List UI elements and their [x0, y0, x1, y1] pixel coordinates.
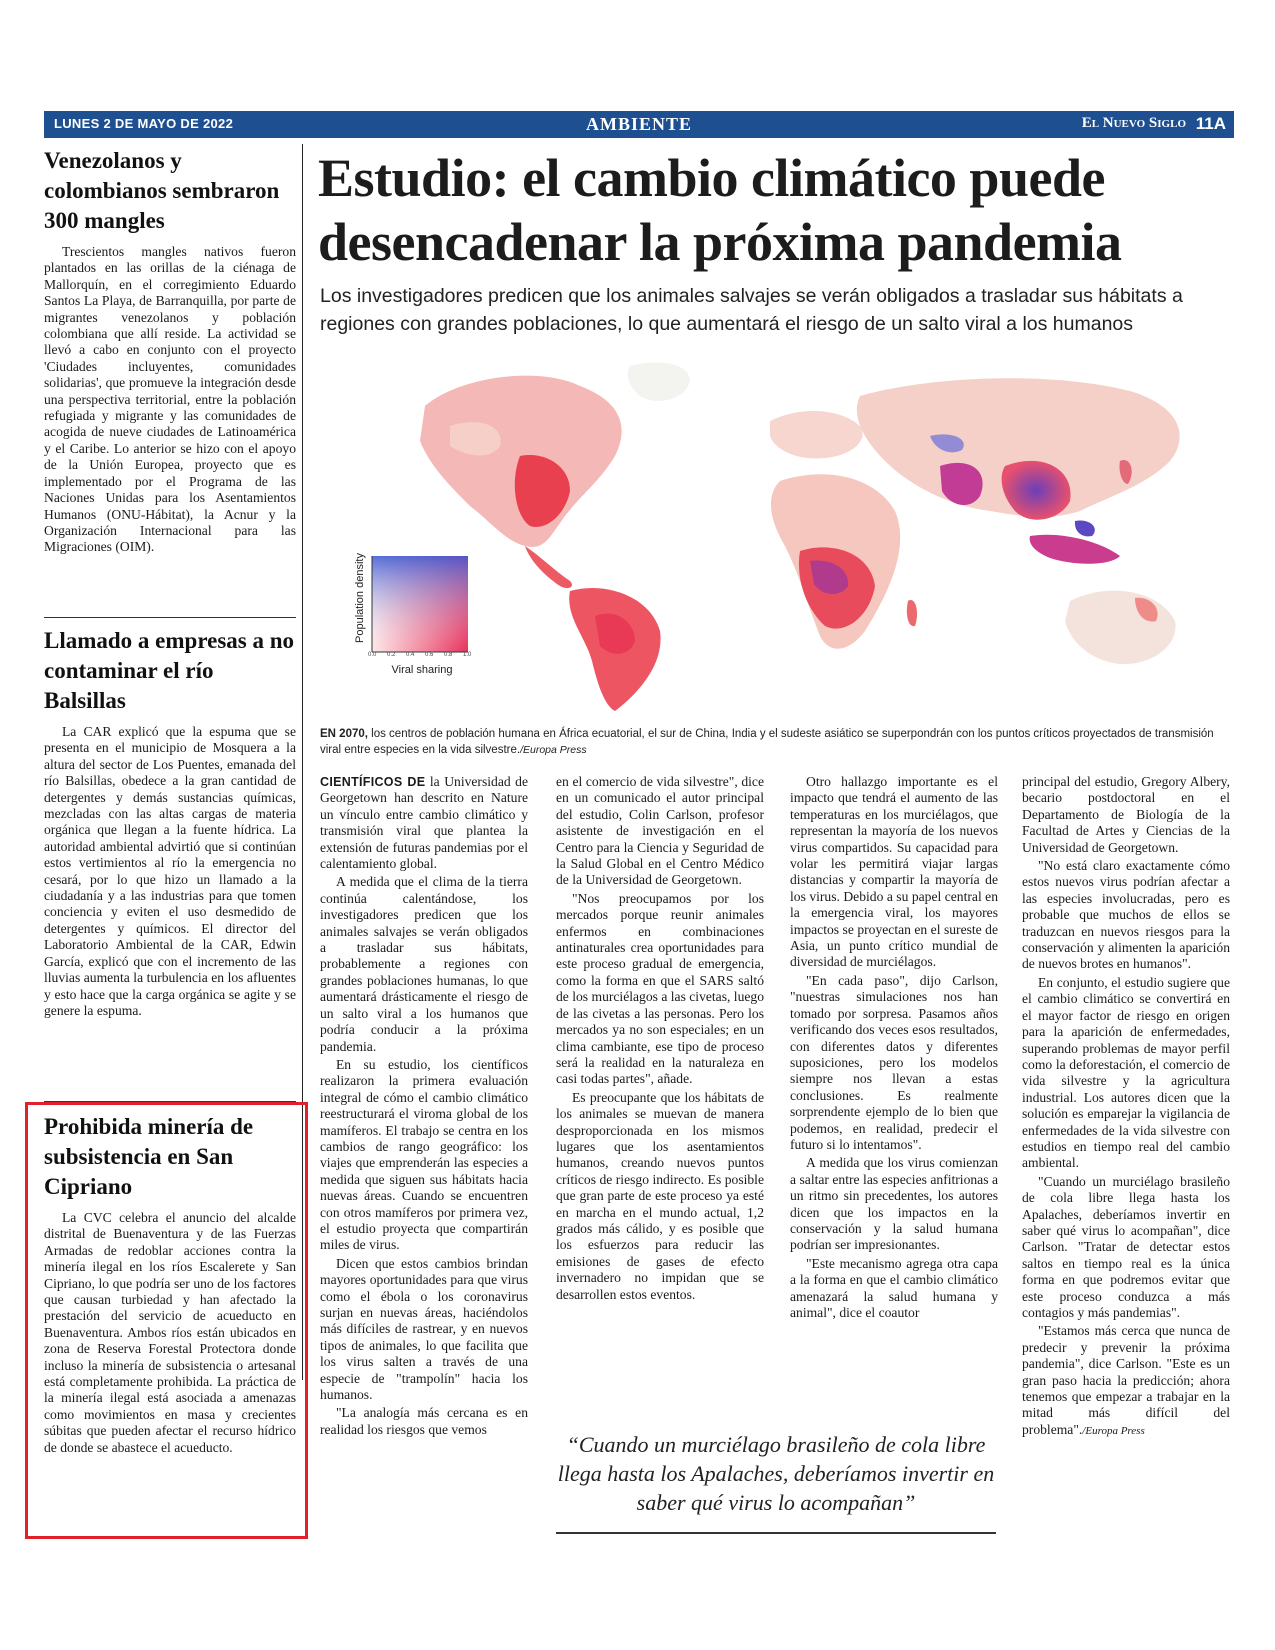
legend-tick: 0.0 — [368, 652, 377, 658]
sidebar-story-balsillas — [44, 626, 296, 1019]
story-body: La CAR explicó que la espuma que se presenta en el municipio de Mosquera a la altura del sector de Los Puentes, emanada del río Balsillas, obedece a la gran cantidad de detergentes y demás sustancias químicas, mezcladas con las altas cargas de materia orgánica que llegan a la fuente hídrica. La autoridad ambiental advirtió que si continúan estos vertimientos al río la emergencia no cesará, por lo que hizo un llamado a la ciudadanía y a las industrias para que tomen conciencia y eviten el uso desmedido de detergentes y químicos. El director del Laboratorio Ambiental de la CAR, Edwin García, explicó que con el incremento de las lluvias aumenta la turbulencia en los afluentes y esto hace que la carga orgánica se agite y se genere la espuma. — [44, 724, 296, 1018]
article-paragraph: "Este mecanismo agrega otra capa a la forma en que el cambio climático amenazará la salud humana y animal", dice el coautor — [790, 1255, 998, 1320]
article-paragraph: A medida que el clima de la tierra continúa calentándose, los investigadores predicen que los animales salvajes se verán obligados a trasladar sus hábitats, probablemente a regiones con grandes poblaciones humanas, lo que aumentará drásticamente el riesgo de un salto viral a los humanos que podría conducir a la próxima pandemia. — [320, 874, 528, 1054]
section-header-bar — [44, 111, 1234, 138]
map-caption — [320, 726, 1220, 758]
article-paragraph: "La analogía más cercana es en realidad los riesgos que vemos — [320, 1405, 528, 1437]
story-title: Llamado a empresas a no contaminar el río Balsillas — [44, 628, 295, 713]
story-body: Trescientos mangles nativos fueron plantados en las orillas de la ciénaga de Mallorquín, en el corregimiento Eduardo Santos La Playa, de Barranquilla, por parte de migrantes venezolanos y población colombiana que allí reside. La actividad se llevó a cabo en conjunto con el proyecto 'Ciudades incluyentes, comunidades solidarias', que promueve la integración desde una perspectiva territorial, entre la población refugiada y migrante y las comunidades de acogida de nueve ciudades de Latinoamérica y el Caribe. Lo anterior se hizo con el apoyo de la Unión Europea, proyecto que es implementado por el Programa de las Naciones Unidas para los Asentamientos Humanos (ONU-Hábitat), la Acnur y la Organización Internacional para las Migraciones (OIM). — [44, 244, 296, 555]
main-headline: Estudio: el cambio climático puede desencadenar la próxima pandemia — [318, 148, 1122, 272]
article-lead: CIENTÍFICOS DE — [320, 775, 426, 789]
legend-tick: 0.8 — [444, 652, 453, 658]
section-name: AMBIENTE — [585, 114, 692, 134]
legend-tick: 0.6 — [425, 652, 434, 658]
article-paragraph: en el comercio de vida silvestre", dice en un comunicado el autor principal del estudio, Colin Carlson, profesor asistente de investigación en el Centro para la Ciencia y Seguridad de la Salud Global en el Centro Médico de la Universidad de Georgetown. — [556, 774, 764, 888]
article-column-1 — [320, 774, 528, 1440]
article-paragraph: A medida que los virus comienzan a saltar entre las especies anfitrionas a un ritmo sin precedentes, los autores dicen que los impactos en la conservación y la salud humana podrían ser impresionantes. — [790, 1155, 998, 1253]
article-paragraph: Dicen que estos cambios brindan mayores oportunidades para que virus como el ébola o los coronavirus surjan en nuevas áreas, haciéndolos más difíciles de rastrear, y en nuevos tipos de animales, lo que facilita que los virus salten a través de una especie de "trampolín" hacia los humanos. — [320, 1255, 528, 1403]
sidebar-separator — [44, 617, 296, 618]
issue-date: LUNES 2 DE MAYO DE 2022 — [54, 116, 234, 131]
paragraph-text: "Estamos más cerca que nunca de predecir y prevenir la próxima pandemia", dice Carlson. "Este es un gran paso hacia la predicción; ahora tenemos que empezar a trabajar en la mitad más difícil del problema". — [1022, 1323, 1230, 1437]
article-paragraph: En su estudio, los científicos realizaron la primera evaluación integral de cómo el cambio climático reestructurará el viroma global de los mamíferos. El trabajo se centra en los cambios de rango geográfico: los viajes que emprenderán las especies a medida que siguen sus hábitats hacia nuevas áreas. Cuando se encuentren con otros mamíferos por primera vez, el estudio proyecta que compartirán miles de virus. — [320, 1056, 528, 1253]
story-title: Prohibida minería de subsistencia en San Cipriano — [44, 1114, 254, 1199]
map-legend — [372, 556, 468, 652]
legend-y-label: Population density — [354, 553, 366, 643]
story-title: Venezolanos y colombianos sembraron 300 mangles — [44, 148, 280, 233]
article-paragraph — [320, 774, 528, 872]
world-map-image — [330, 346, 1230, 714]
caption-text: los centros de población humana en África ecuatorial, el sur de China, India y el sudeste asiático se superpondrán con los puntos críticos proyectados de transmisión viral entre especies en la vida silvestre. — [320, 728, 1214, 756]
newspaper-brand: El Nuevo Siglo — [1081, 115, 1186, 131]
article-paragraph: "Nos preocupamos por los mercados porque reunir animales enfermos en combinaciones antinaturales crea oportunidades para este proceso gradual de emergencia, como la forma en que el SARS saltó de los murciélagos a las civetas, luego de las civetas a las personas. Pero los mercados ya no son especiales; en un clima cambiante, ese tipo de proceso será la realidad en la naturaleza en casi todas partes", añade. — [556, 890, 764, 1087]
legend-x-label: Viral sharing — [391, 664, 453, 676]
article-paragraph: Es preocupante que los hábitats de los animales se muevan de manera desproporcionada en los mismos lugares que los asentamientos humanos, creando nuevos puntos críticos de riesgo indirecto. Es posible que gran parte de este proceso ya esté en marcha en el mundo actual, 1,2 grados más cálido, y es posible que los esfuerzos para reducir las emisiones de gases de efecto invernadero no impidan que se desarrollen estos eventos. — [556, 1089, 764, 1302]
article-paragraph: "Cuando un murciélago brasileño de cola libre llega hasta los Apalaches, deberíamos invertir en saber qué virus lo acompañan", dice Carlson. "Tratar de detectar estos saltos en tiempo real es la única forma en que podremos evitar que este proceso conduzca a más contagios y más pandemias". — [1022, 1173, 1230, 1320]
article-subhead: Los investigadores predicen que los animales salvajes se verán obligados a trasladar sus hábitats a regiones con grandes poblaciones, lo que aumentará el riesgo de un salto viral a los humanos — [320, 285, 1183, 335]
article-column-2 — [556, 774, 764, 1305]
caption-credit: /Europa Press — [520, 744, 587, 756]
world-map-figure — [330, 346, 1230, 714]
article-paragraph: "En cada paso", dijo Carlson, "nuestras simulaciones nos han tomado por sorpresa. Pasamos años verificando dos veces esos resultados, con diferentes datos y diferentes suposiciones, pero los modelos siempre nos llevan a estas conclusiones. Es realmente sorprendente ejemplo de lo bien que podemos, en realidad, predecir el futuro si lo intentamos". — [790, 972, 998, 1152]
article-paragraph: Otro hallazgo importante es el impacto que tendrá el aumento de las temperaturas en los murciélagos, que representan la mayoría de los nuevos virus compartidos. Su capacidad para volar les permitirá viajar largas distancias y compartir la mayoría de los virus. Debido a su papel central en la emergencia viral, los mayores impactos se proyectan en el sureste de Asia, un punto crítico mundial de diversidad de murciélagos. — [790, 774, 998, 970]
legend-tick: 0.4 — [406, 652, 415, 658]
sidebar-story-san-cipriano — [44, 1112, 296, 1456]
paragraph-text: la Universidad de Georgetown han descrito en Nature un vínculo entre cambio climático y transmisión viral que plantea la extensión de futuras pandemias por el calentamiento global. — [320, 774, 528, 872]
article-paragraph — [1022, 1323, 1230, 1439]
article-credit: /Europa Press — [1082, 1424, 1145, 1437]
legend-tick: 1.0 — [463, 652, 472, 658]
article-paragraph: principal del estudio, Gregory Albery, becario postdoctoral en el Departamento de Biología de la Facultad de Artes y Ciencias de la Universidad de Georgetown. — [1022, 774, 1230, 855]
article-column-3 — [790, 774, 998, 1323]
article-paragraph: "No está claro exactamente cómo estos nuevos virus podrían afectar a las especies involucradas, pero es probable que muchos de ellos se traduzcan en nuevos riesgos para la conservación y alimenten la aparición de nuevos brotes en humanos". — [1022, 858, 1230, 972]
sidebar-story-mangroves — [44, 146, 296, 556]
page-number: 11A — [1195, 114, 1226, 133]
article-column-4 — [1022, 774, 1230, 1441]
story-body: La CVC celebra el anuncio del alcalde distrital de Buenaventura y de las Fuerzas Armadas de redoblar acciones contra la minería ilegal en los ríos Escalerete y San Cipriano, lo que podría ser uno de los factores que causan turbiedad y han afectado la prestación del servicio de acueducto en Buenaventura. Ambos ríos están ubicados en zona de Reserva Forestal Protectora donde incluso la minería de subsistencia o artesanal está completamente prohibida. La práctica de la minería ilegal está asociada a amenazas como movimientos en masa y crecientes súbitas que pueden afectar el recurso hídrico de donde se abastece el acueducto. — [44, 1210, 296, 1455]
article-paragraph: En conjunto, el estudio sugiere que el cambio climático se convertirá en el mayor factor de riesgo en origen para la aparición de enfermedades, superando problemas de mayor perfil como la deforestación, el comercio de vida silvestre y la agricultura industrial. Los autores dicen que la solución es emparejar la vigilancia de enfermedades de la vida silvestre con estudios en tiempo real del cambio ambiental. — [1022, 974, 1230, 1171]
caption-lead: EN 2070, — [320, 728, 368, 740]
pull-quote-rule — [556, 1532, 996, 1534]
legend-tick: 0.2 — [387, 652, 396, 658]
pull-quote: “Cuando un murciélago brasileño de cola libre llega hasta los Apalaches, deberíamos invertir en saber qué virus lo acompañan” — [557, 1432, 995, 1515]
